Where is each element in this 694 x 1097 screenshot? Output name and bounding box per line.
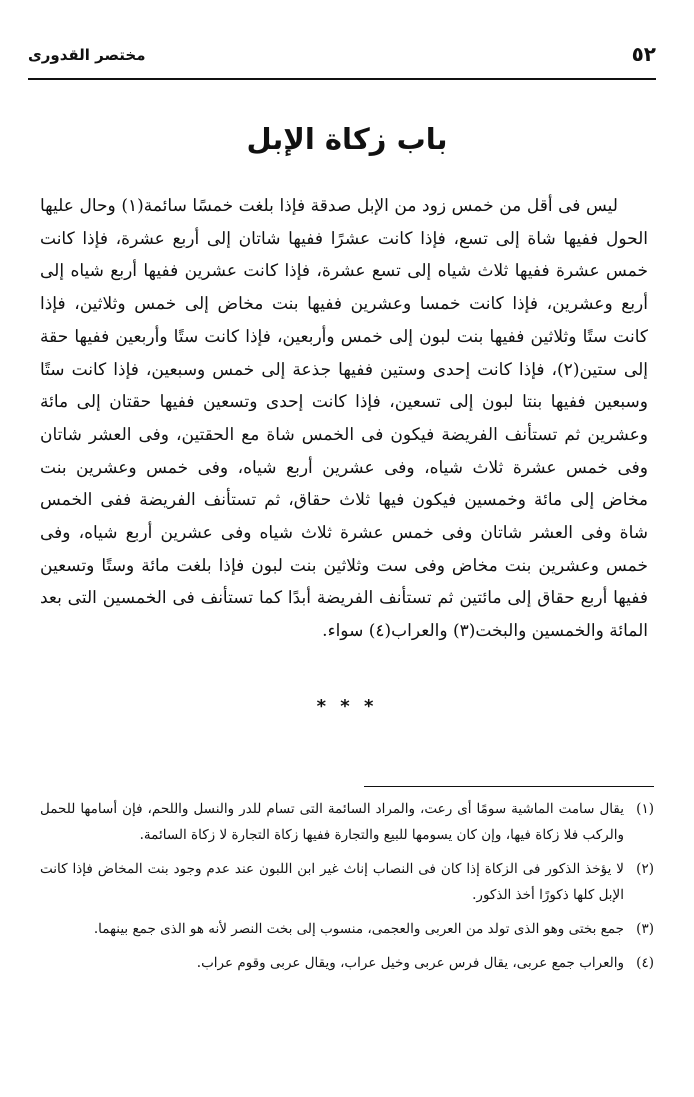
footnote-text: جمع بختى وهو الذى تولد من العربى والعجمى، منسوب إلى بخت النصر لأنه هو الذى جمع بينهما. <box>93 921 624 937</box>
footnote-number: (٢) <box>636 861 654 877</box>
footnote <box>40 796 654 848</box>
footnote-text: والعراب جمع عربى، يقال فرس عربى وخيل عراب، ويقال عربى وقوم عراب. <box>196 955 624 971</box>
footnote-divider <box>364 786 654 787</box>
section-separator: * * * <box>316 696 378 717</box>
book-title: مختصر القدورى <box>28 46 146 64</box>
footnote-text: يقال سامت الماشية سومًا أى رعت، والمراد السائمة التى تسام للدر والنسل واللحم، فإن أسامها للحمل والركب فلا زكاة فيها، وإن كان يسومها للبيع والتجارة ففيها زكاة التجارة لا زكاة السائمة. <box>40 801 624 843</box>
footnotes <box>40 796 654 984</box>
footnote <box>40 856 654 908</box>
chapter-title: باب زكاة الإبل <box>246 122 448 156</box>
main-paragraph: ليس فى أقل من خمس زود من الإبل صدقة فإذا بلغت خمسًا سائمة(١) وحال عليها الحول ففيها شاة إلى تسع، فإذا كانت عشرًا ففيها شاتان إلى أربع عشرة، فإذا كانت خمس عشرة ففيها ثلاث شياه إلى تسع عشرة، فإذا كانت عشرين ففيها أربع شياه إلى أربع وعشرين، فإذا كانت خمسا وعشرين ففيها بنت مخاض إلى خمس وثلاثين، فإذا كانت ستًا وثلاثين ففيها بنت لبون إلى خمس وأربعين، فإذا كانت ستًا وأربعين ففيها حقة إلى ستين(٢)، فإذا كانت إحدى وستين ففيها جذعة إلى خمس وسبعين، فإذا كانت ستًا وسبعين ففيها بنتا لبون إلى تسعين، فإذا كانت إحدى وتسعين ففيها حقتان إلى مائة وعشرين ثم تستأنف الفريضة فيكون فى الخمس شاة مع الحقتين، وفى العشر شاتان وفى خمس عشرة ثلاث شياه، وفى عشرين أربع شياه، وفى خمس وعشرين بنت مخاض إلى مائة وخمسين فيكون فيها ثلاث حقاق، ثم تستأنف الفريضة ففى الخمس شاة وفى العشر شاتان وفى خمس عشرة ثلاث شياه وفى عشرين أربع شياه، وفى خمس وعشرين بنت مخاض وفى ست وثلاثين بنت لبون فإذا بلغت مائة وستًا وتسعين ففيها أربع حقاق إلى مائتين ثم تستأنف الفريضة أبدًا كما تستأنف فى الخمسين التى بعد المائة والخمسين والبخت(٣) والعراب(٤) سواء. <box>40 196 648 642</box>
footnote <box>40 950 654 976</box>
footnote-text: لا يؤخذ الذكور فى الزكاة إذا كان فى النصاب إناث غير ابن اللبون عند عدم وجود بنت المخاض فإذا كانت الإبل كلها ذكورًا أخذ الذكور. <box>40 861 624 903</box>
footnote-number: (١) <box>636 801 654 817</box>
footnote-number: (٣) <box>636 921 654 937</box>
footnote-number: (٤) <box>636 955 654 971</box>
page-number: ٥٢ <box>631 42 656 66</box>
footnote <box>40 916 654 942</box>
running-header <box>28 42 656 80</box>
